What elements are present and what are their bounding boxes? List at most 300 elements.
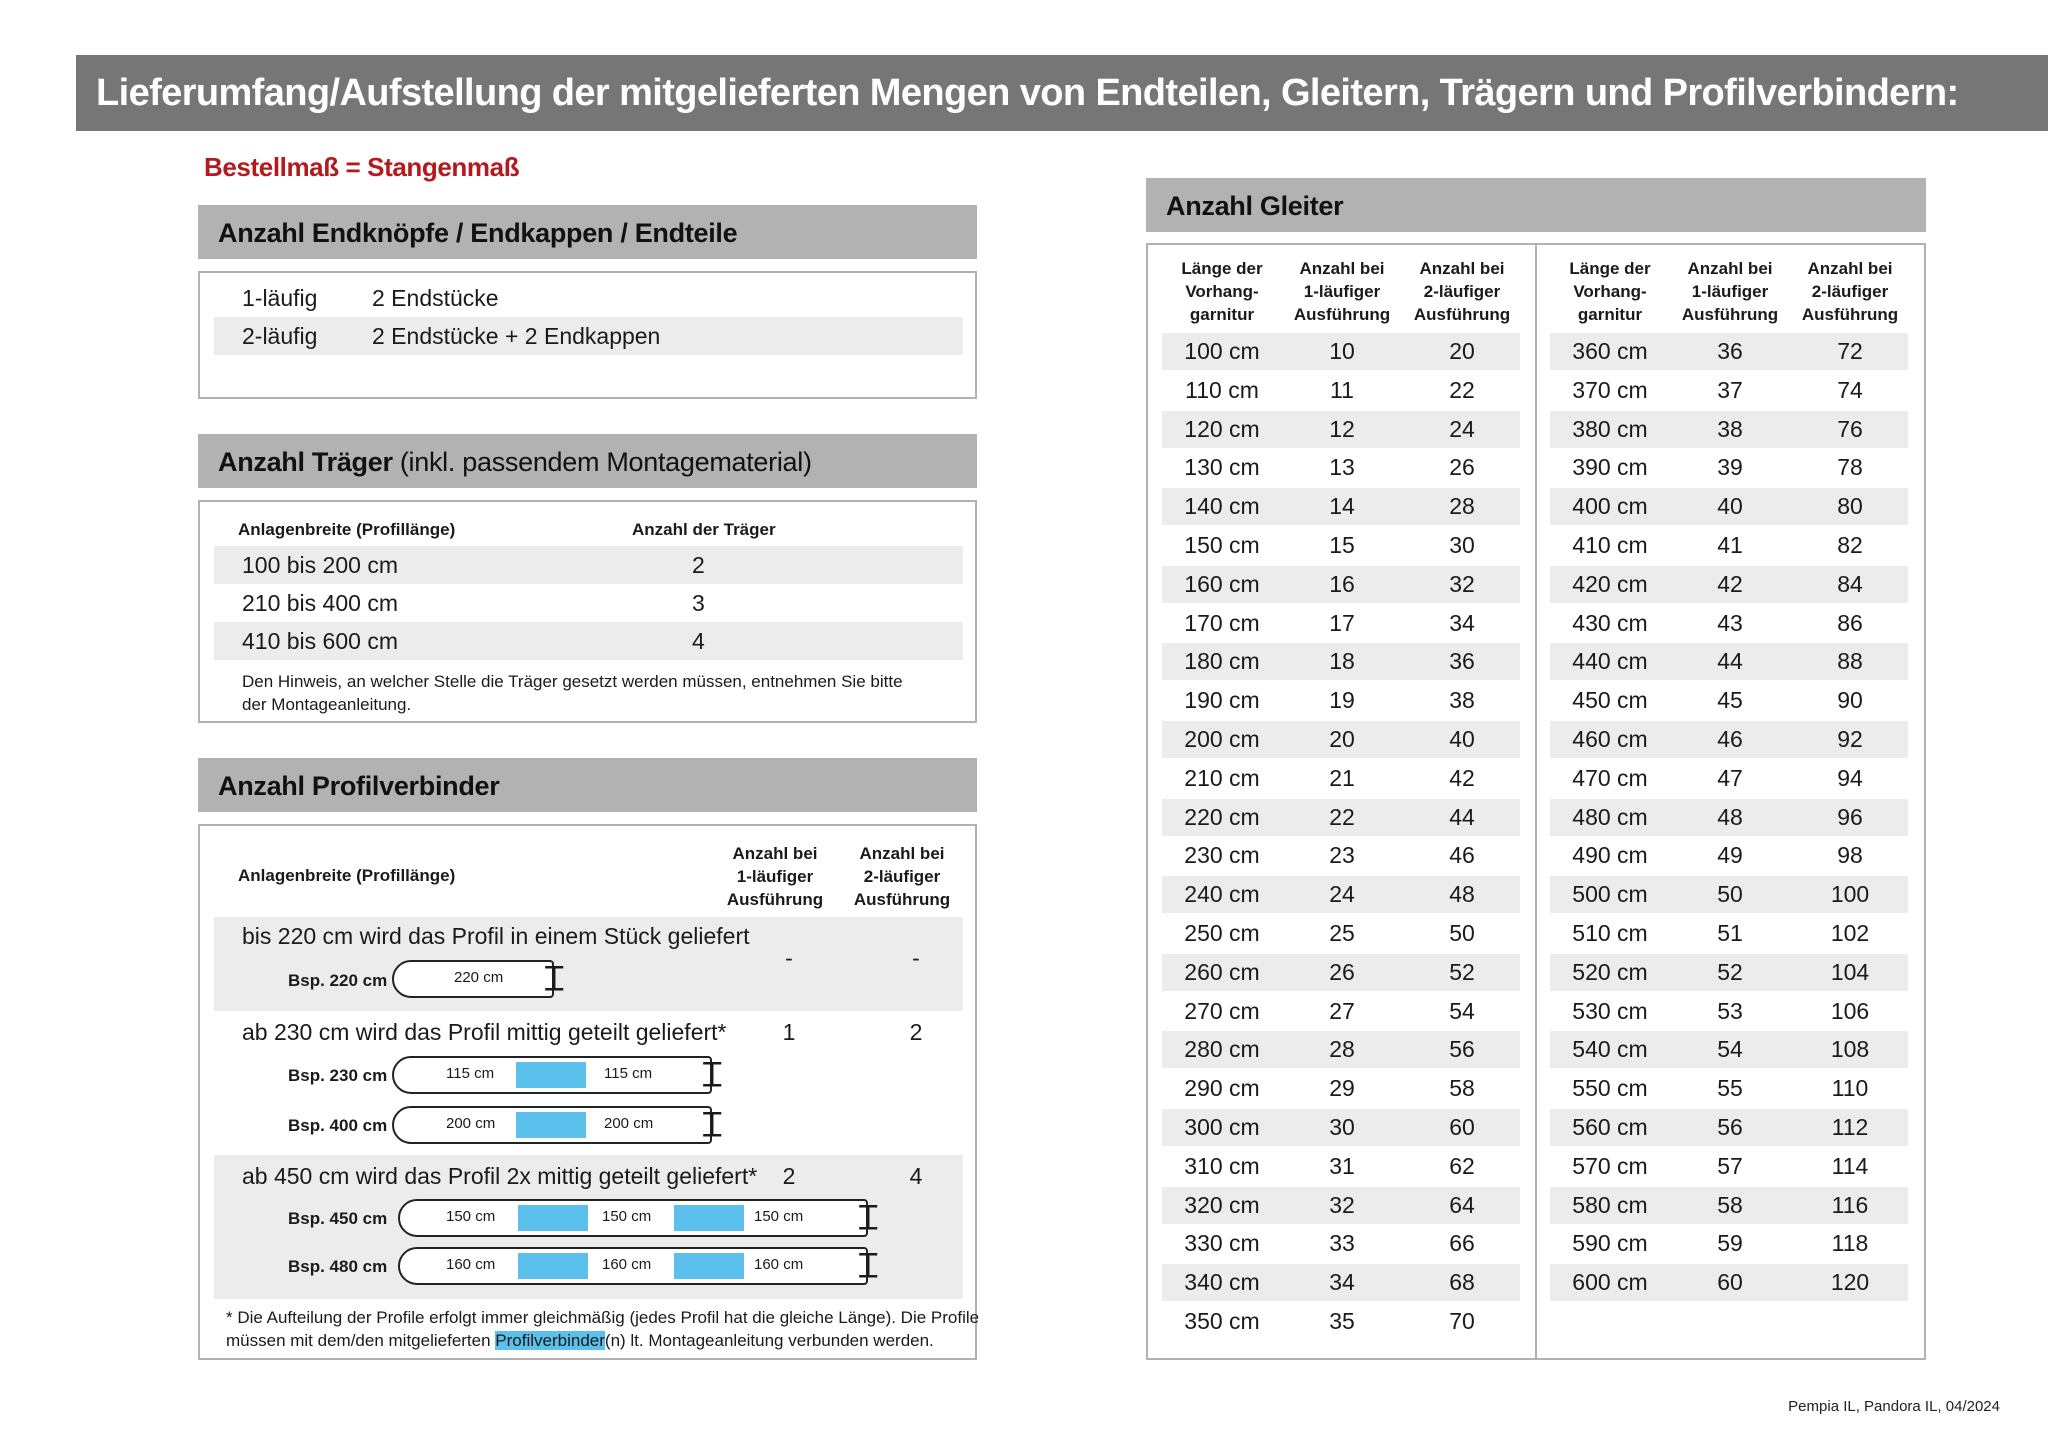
gleiter-count-2: 84	[1837, 570, 1863, 597]
gleiter-length: 530 cm	[1572, 997, 1648, 1024]
gleiter-count-2: 34	[1449, 609, 1475, 636]
gleiter-length: 580 cm	[1572, 1191, 1648, 1218]
pv-col2-line: 1-läufiger	[736, 867, 814, 886]
gleiter-count-2: 78	[1837, 454, 1863, 481]
gleiter-row	[1162, 1070, 1520, 1107]
pv-group-one: 1	[782, 1019, 796, 1045]
gleiter-row	[1550, 527, 1908, 564]
gleiter-row	[1550, 993, 1908, 1030]
gleiter-count-1: 31	[1329, 1152, 1355, 1179]
pv-example-label: Bsp. 450 cm	[288, 1209, 388, 1228]
gleiter-length: 120 cm	[1184, 415, 1260, 442]
gleiter-row	[1550, 760, 1908, 797]
gleiter-count-1: 34	[1329, 1269, 1355, 1296]
pv-footnote-line2	[226, 1329, 934, 1352]
pv-col3-line: Ausführung	[853, 890, 951, 909]
gleiter-count-2: 86	[1837, 609, 1863, 636]
endteile-row	[214, 279, 963, 317]
gleiter-count-1: 17	[1329, 609, 1355, 636]
gleiter-count-1: 21	[1329, 764, 1355, 791]
profile-segment-label: 160 cm	[602, 1256, 652, 1273]
gleiter-count-1: 12	[1329, 415, 1355, 442]
gleiter-count-2: 96	[1837, 803, 1863, 830]
gleiter-col-header-line: Vorhang-	[1185, 282, 1259, 301]
gleiter-count-2: 120	[1830, 1269, 1870, 1296]
gleiter-table-right	[1550, 245, 1908, 1345]
gleiter-count-1: 27	[1329, 997, 1355, 1024]
gleiter-row	[1162, 566, 1520, 603]
end-cap-icon: ⌶	[544, 960, 565, 998]
endteile-row	[214, 317, 963, 355]
gleiter-count-1: 18	[1329, 648, 1355, 675]
gleiter-length: 300 cm	[1184, 1114, 1260, 1140]
gleiter-length: 430 cm	[1572, 609, 1648, 636]
gleiter-count-1: 38	[1717, 415, 1743, 442]
gleiter-count-2: 36	[1449, 648, 1475, 675]
pv-example-label: Bsp. 400 cm	[288, 1116, 388, 1135]
pv-example-label: Bsp. 220 cm	[288, 971, 388, 990]
gleiter-row	[1550, 915, 1908, 952]
gleiter-col-header-line: Länge der	[1181, 259, 1263, 278]
gleiter-length: 360 cm	[1572, 338, 1648, 364]
gleiter-count-1: 13	[1329, 454, 1355, 481]
gleiter-row	[1162, 954, 1520, 991]
gleiter-count-1: 10	[1329, 338, 1355, 364]
gleiter-length: 280 cm	[1184, 1036, 1260, 1063]
pv-group-text: ab 450 cm wird das Profil 2x mittig geteilt geliefert*	[242, 1163, 758, 1189]
gleiter-count-2: 26	[1449, 454, 1475, 481]
gleiter-length: 270 cm	[1184, 997, 1260, 1024]
traeger-col2-header: Anzahl der Träger	[632, 520, 776, 539]
gleiter-count-2: 68	[1449, 1269, 1475, 1296]
gleiter-count-2: 38	[1449, 687, 1475, 714]
gleiter-row	[1550, 1031, 1908, 1068]
gleiter-row	[1550, 837, 1908, 874]
gleiter-length: 440 cm	[1572, 648, 1648, 675]
pv-group-two: 2	[909, 1019, 923, 1045]
gleiter-count-2: 80	[1837, 493, 1863, 520]
gleiter-row	[1162, 411, 1520, 448]
gleiter-count-2: 40	[1449, 726, 1475, 752]
pv-footnote-text: müssen mit dem/den mitgelieferten	[226, 1331, 496, 1350]
gleiter-count-1: 20	[1329, 726, 1355, 752]
gleiter-row	[1162, 1148, 1520, 1185]
gleiter-row	[1550, 488, 1908, 525]
gleiter-row	[1162, 488, 1520, 525]
gleiter-length: 490 cm	[1572, 842, 1648, 869]
gleiter-count-2: 20	[1449, 338, 1475, 364]
gleiter-row	[1162, 372, 1520, 409]
pv-col3-line: Anzahl bei	[859, 844, 945, 863]
gleiter-row	[1162, 1225, 1520, 1262]
gleiter-length: 350 cm	[1184, 1308, 1260, 1334]
gleiter-row	[1550, 1187, 1908, 1224]
gleiter-count-1: 23	[1329, 842, 1355, 869]
gleiter-col-header-line: 1-läufiger	[1691, 282, 1769, 301]
gleiter-col-header	[1790, 257, 1910, 326]
gleiter-count-1: 55	[1717, 1075, 1743, 1102]
end-cap-icon: ⌶	[702, 1056, 723, 1094]
gleiter-col-header-line: Ausführung	[1413, 305, 1511, 324]
gleiter-row	[1162, 799, 1520, 836]
profile-connector	[674, 1253, 744, 1279]
gleiter-row	[1162, 333, 1520, 370]
gleiter-length: 150 cm	[1184, 532, 1260, 558]
profile-connector	[518, 1205, 588, 1231]
traeger-title-bold: Anzahl Träger	[218, 447, 393, 477]
gleiter-row	[1162, 1187, 1520, 1224]
traeger-range: 100 bis 200 cm	[242, 552, 398, 578]
gleiter-count-1: 50	[1717, 881, 1743, 908]
gleiter-row	[1550, 721, 1908, 758]
gleiter-col-header-line: Ausführung	[1801, 305, 1899, 324]
gleiter-count-1: 56	[1717, 1114, 1743, 1140]
gleiter-count-1: 52	[1717, 958, 1743, 985]
gleiter-count-2: 58	[1449, 1075, 1475, 1102]
gleiter-row	[1550, 1070, 1908, 1107]
gleiter-divider	[1535, 245, 1537, 1358]
traeger-note-line2: der Montageanleitung.	[242, 695, 412, 714]
pv-group-two: -	[912, 945, 920, 971]
gleiter-count-1: 39	[1717, 454, 1743, 481]
pv-group	[214, 1011, 963, 1155]
gleiter-count-2: 56	[1449, 1036, 1475, 1063]
gleiter-count-1: 40	[1717, 493, 1743, 520]
gleiter-row	[1550, 954, 1908, 991]
gleiter-count-1: 47	[1717, 764, 1743, 791]
gleiter-count-2: 64	[1449, 1191, 1475, 1218]
gleiter-length: 340 cm	[1184, 1269, 1260, 1296]
gleiter-col-header	[1162, 257, 1282, 326]
gleiter-length: 330 cm	[1184, 1230, 1260, 1257]
profile-connector	[674, 1205, 744, 1231]
gleiter-row	[1550, 1148, 1908, 1185]
traeger-col1-header: Anlagenbreite (Profillänge)	[238, 520, 456, 539]
gleiter-count-2: 112	[1831, 1114, 1869, 1140]
gleiter-length: 390 cm	[1572, 454, 1648, 481]
gleiter-count-2: 32	[1449, 570, 1475, 597]
gleiter-count-2: 62	[1449, 1152, 1475, 1179]
gleiter-count-1: 32	[1329, 1191, 1355, 1218]
end-cap-icon: ⌶	[858, 1199, 879, 1237]
gleiter-count-1: 14	[1329, 493, 1355, 520]
gleiter-length: 590 cm	[1572, 1230, 1648, 1257]
gleiter-count-2: 108	[1830, 1036, 1870, 1063]
gleiter-row	[1550, 876, 1908, 913]
endteile-box	[198, 271, 977, 399]
gleiter-count-1: 33	[1329, 1230, 1355, 1257]
order-size-note: Bestellmaß = Stangenmaß	[204, 152, 520, 182]
traeger-box	[198, 500, 977, 723]
traeger-row	[214, 546, 963, 584]
gleiter-col-header	[1670, 257, 1790, 326]
end-cap-icon: ⌶	[858, 1247, 879, 1285]
pv-group-text: ab 230 cm wird das Profil mittig geteilt geliefert*	[242, 1019, 727, 1045]
gleiter-count-1: 54	[1717, 1036, 1743, 1063]
gleiter-length: 160 cm	[1184, 570, 1260, 597]
gleiter-count-2: 104	[1830, 958, 1870, 985]
gleiter-count-1: 36	[1717, 338, 1743, 364]
gleiter-count-1: 48	[1717, 803, 1743, 830]
gleiter-count-2: 54	[1449, 997, 1475, 1024]
profile-segment-label: 115 cm	[446, 1065, 495, 1082]
profilverbinder-header: Anzahl Profilverbinder	[198, 758, 977, 812]
gleiter-row	[1162, 721, 1520, 758]
gleiter-count-2: 94	[1837, 764, 1863, 791]
gleiter-col-header-line: Anzahl bei	[1419, 259, 1505, 278]
gleiter-col-header-line: Anzahl bei	[1807, 259, 1893, 278]
gleiter-col-header-line: Anzahl bei	[1299, 259, 1385, 278]
gleiter-count-1: 42	[1717, 570, 1743, 597]
gleiter-count-2: 106	[1830, 997, 1870, 1024]
gleiter-length: 560 cm	[1572, 1114, 1648, 1140]
gleiter-row	[1550, 449, 1908, 486]
pv-footnote-text: (n) lt. Montageanleitung verbunden werden.	[604, 1331, 934, 1350]
end-cap-icon: ⌶	[702, 1106, 723, 1144]
gleiter-length: 220 cm	[1184, 803, 1260, 830]
gleiter-count-2: 88	[1837, 648, 1863, 675]
pv-group-text: bis 220 cm wird das Profil in einem Stück geliefert	[242, 923, 750, 949]
pv-group	[214, 1155, 963, 1299]
endteile-type: 1-läufig	[242, 285, 318, 311]
gleiter-count-2: 76	[1837, 415, 1863, 442]
gleiter-count-1: 58	[1717, 1191, 1743, 1218]
gleiter-length: 480 cm	[1572, 803, 1648, 830]
gleiter-row	[1162, 1031, 1520, 1068]
gleiter-count-1: 59	[1717, 1230, 1743, 1257]
gleiter-col-header	[1550, 257, 1670, 326]
gleiter-col-header	[1282, 257, 1402, 326]
gleiter-count-1: 29	[1329, 1075, 1355, 1102]
gleiter-row	[1162, 1109, 1520, 1146]
gleiter-length: 400 cm	[1572, 493, 1648, 520]
gleiter-count-2: 82	[1837, 532, 1863, 558]
gleiter-count-1: 51	[1717, 920, 1743, 946]
gleiter-count-2: 66	[1449, 1230, 1475, 1257]
gleiter-count-1: 46	[1717, 726, 1743, 752]
gleiter-count-1: 53	[1717, 997, 1743, 1024]
traeger-range: 410 bis 600 cm	[242, 628, 398, 654]
gleiter-length: 520 cm	[1572, 958, 1648, 985]
gleiter-count-1: 49	[1717, 842, 1743, 869]
gleiter-length: 290 cm	[1184, 1075, 1260, 1102]
gleiter-count-1: 25	[1329, 920, 1355, 946]
gleiter-count-1: 45	[1717, 687, 1743, 714]
gleiter-count-1: 28	[1329, 1036, 1355, 1063]
pv-group-one: 2	[782, 1163, 796, 1189]
gleiter-length: 200 cm	[1184, 726, 1260, 752]
gleiter-row	[1550, 1264, 1908, 1301]
gleiter-length: 500 cm	[1572, 881, 1648, 908]
gleiter-row	[1550, 682, 1908, 719]
gleiter-table-left	[1162, 245, 1520, 1345]
gleiter-length: 180 cm	[1184, 648, 1260, 675]
gleiter-count-2: 24	[1449, 415, 1475, 442]
gleiter-length: 260 cm	[1184, 958, 1260, 985]
gleiter-length: 370 cm	[1572, 376, 1648, 403]
gleiter-col-header-line: Vorhang-	[1573, 282, 1647, 301]
gleiter-row	[1550, 411, 1908, 448]
endteile-value: 2 Endstücke	[372, 285, 499, 311]
page-banner: Lieferumfang/Aufstellung der mitgelieferten Mengen von Endteilen, Gleitern, Trägern und Profilverbindern:	[76, 55, 2048, 131]
gleiter-length: 250 cm	[1184, 920, 1260, 946]
profile-connector	[516, 1112, 586, 1138]
gleiter-row	[1550, 605, 1908, 642]
gleiter-length: 470 cm	[1572, 764, 1648, 791]
pv-footnote-highlight: Profilverbinder	[495, 1331, 605, 1350]
gleiter-length: 100 cm	[1184, 338, 1260, 364]
gleiter-count-2: 70	[1449, 1308, 1475, 1334]
gleiter-col-header	[1402, 257, 1522, 326]
gleiter-count-1: 15	[1329, 532, 1355, 558]
pv-col2-line: Anzahl bei	[732, 844, 818, 863]
gleiter-count-2: 98	[1837, 842, 1863, 869]
gleiter-col-header-line: Anzahl bei	[1687, 259, 1773, 278]
gleiter-col-header-line: 2-läufiger	[1423, 282, 1501, 301]
gleiter-row	[1162, 993, 1520, 1030]
gleiter-length: 130 cm	[1184, 454, 1260, 481]
gleiter-length: 550 cm	[1572, 1075, 1648, 1102]
gleiter-count-2: 22	[1449, 376, 1475, 403]
profile-segment-label: 150 cm	[754, 1208, 804, 1225]
gleiter-row	[1162, 527, 1520, 564]
gleiter-row	[1550, 643, 1908, 680]
pv-group-two: 4	[909, 1163, 923, 1189]
gleiter-col-header-line: Länge der	[1569, 259, 1651, 278]
gleiter-count-1: 30	[1329, 1114, 1355, 1140]
gleiter-col-header-line: Ausführung	[1293, 305, 1391, 324]
gleiter-count-1: 22	[1329, 803, 1355, 830]
gleiter-count-1: 11	[1330, 376, 1354, 403]
pv-col3-header	[846, 842, 958, 911]
gleiter-row	[1162, 915, 1520, 952]
gleiter-count-2: 46	[1449, 842, 1475, 869]
pv-group	[214, 917, 963, 1011]
gleiter-col-header-line: garnitur	[1189, 305, 1255, 324]
gleiter-length: 410 cm	[1572, 532, 1648, 558]
gleiter-row	[1550, 372, 1908, 409]
gleiter-count-1: 41	[1717, 532, 1743, 558]
gleiter-row	[1162, 760, 1520, 797]
gleiter-count-2: 60	[1449, 1114, 1475, 1140]
gleiter-count-1: 19	[1329, 687, 1355, 714]
profile-segment-label: 200 cm	[604, 1115, 654, 1132]
gleiter-count-2: 28	[1449, 493, 1475, 520]
gleiter-count-1: 26	[1329, 958, 1355, 985]
gleiter-length: 600 cm	[1572, 1269, 1648, 1296]
gleiter-length: 170 cm	[1184, 609, 1260, 636]
gleiter-row	[1162, 876, 1520, 913]
gleiter-count-1: 43	[1717, 609, 1743, 636]
gleiter-count-1: 37	[1717, 376, 1743, 403]
gleiter-count-1: 24	[1329, 881, 1355, 908]
gleiter-row	[1550, 333, 1908, 370]
gleiter-length: 240 cm	[1184, 881, 1260, 908]
pv-col2-line: Ausführung	[726, 890, 824, 909]
gleiter-length: 310 cm	[1184, 1152, 1260, 1179]
gleiter-length: 450 cm	[1572, 687, 1648, 714]
gleiter-count-1: 44	[1717, 648, 1743, 675]
gleiter-length: 190 cm	[1184, 687, 1260, 714]
gleiter-count-2: 100	[1830, 881, 1870, 908]
endteile-header: Anzahl Endknöpfe / Endkappen / Endteile	[198, 205, 977, 259]
endteile-value: 2 Endstücke + 2 Endkappen	[372, 323, 661, 349]
gleiter-count-1: 16	[1329, 570, 1355, 597]
gleiter-col-header-line: garnitur	[1577, 305, 1643, 324]
gleiter-col-header-line: 2-läufiger	[1811, 282, 1889, 301]
traeger-count: 2	[692, 552, 705, 578]
profile-segment-label: 160 cm	[754, 1256, 804, 1273]
pv-col1-header: Anlagenbreite (Profillänge)	[238, 866, 456, 885]
profile-connector	[518, 1253, 588, 1279]
gleiter-row	[1550, 566, 1908, 603]
profile-segment-label: 150 cm	[446, 1208, 496, 1225]
gleiter-box	[1146, 243, 1926, 1360]
gleiter-length: 320 cm	[1184, 1191, 1260, 1218]
endteile-type: 2-läufig	[242, 323, 318, 349]
gleiter-row	[1162, 1264, 1520, 1301]
gleiter-length: 510 cm	[1572, 920, 1648, 946]
pv-footnote-line1: * Die Aufteilung der Profile erfolgt immer gleichmäßig (jedes Profil hat die gleiche Länge). Die Profile	[226, 1308, 980, 1327]
traeger-note-line1: Den Hinweis, an welcher Stelle die Träger gesetzt werden müssen, entnehmen Sie bitte	[242, 672, 903, 691]
pv-group-one: -	[785, 945, 793, 971]
gleiter-row	[1550, 1225, 1908, 1262]
gleiter-count-2: 110	[1831, 1075, 1869, 1102]
gleiter-count-2: 50	[1449, 920, 1475, 946]
gleiter-length: 110 cm	[1185, 376, 1259, 403]
gleiter-length: 540 cm	[1572, 1036, 1648, 1063]
traeger-count: 4	[692, 628, 705, 654]
gleiter-count-2: 74	[1837, 376, 1863, 403]
gleiter-row	[1162, 682, 1520, 719]
traeger-title-normal: (inkl. passendem Montagematerial)	[392, 447, 812, 477]
gleiter-row	[1162, 837, 1520, 874]
gleiter-count-2: 52	[1449, 958, 1475, 985]
traeger-row	[214, 622, 963, 660]
pv-example-label: Bsp. 480 cm	[288, 1257, 388, 1276]
gleiter-count-2: 42	[1449, 764, 1475, 791]
gleiter-count-2: 72	[1837, 338, 1863, 364]
pv-col2-header	[720, 842, 830, 911]
gleiter-count-2: 92	[1837, 726, 1863, 752]
footer-note: Pempia IL, Pandora IL, 04/2024	[1788, 1398, 2000, 1415]
profile-segment-label: 150 cm	[602, 1208, 652, 1225]
gleiter-count-2: 118	[1831, 1230, 1869, 1257]
gleiter-count-1: 57	[1717, 1152, 1743, 1179]
gleiter-count-2: 30	[1449, 532, 1475, 558]
profilverbinder-box	[198, 824, 980, 1360]
traeger-row	[214, 584, 963, 622]
profile-segment-label: 160 cm	[446, 1256, 496, 1273]
gleiter-count-2: 48	[1449, 881, 1475, 908]
gleiter-row	[1162, 449, 1520, 486]
gleiter-length: 140 cm	[1184, 493, 1260, 520]
gleiter-length: 380 cm	[1572, 415, 1648, 442]
gleiter-col-header-line: Ausführung	[1681, 305, 1779, 324]
gleiter-row	[1162, 605, 1520, 642]
gleiter-row	[1550, 1109, 1908, 1146]
pv-example-label: Bsp. 230 cm	[288, 1066, 388, 1085]
pv-col3-line: 2-läufiger	[863, 867, 941, 886]
gleiter-length: 420 cm	[1572, 570, 1648, 597]
traeger-range: 210 bis 400 cm	[242, 590, 398, 616]
gleiter-count-2: 102	[1830, 920, 1870, 946]
profile-segment-label: 200 cm	[446, 1115, 496, 1132]
gleiter-count-1: 35	[1329, 1308, 1355, 1334]
gleiter-header: Anzahl Gleiter	[1146, 178, 1926, 232]
traeger-header	[198, 434, 977, 488]
gleiter-count-2: 114	[1831, 1152, 1869, 1179]
